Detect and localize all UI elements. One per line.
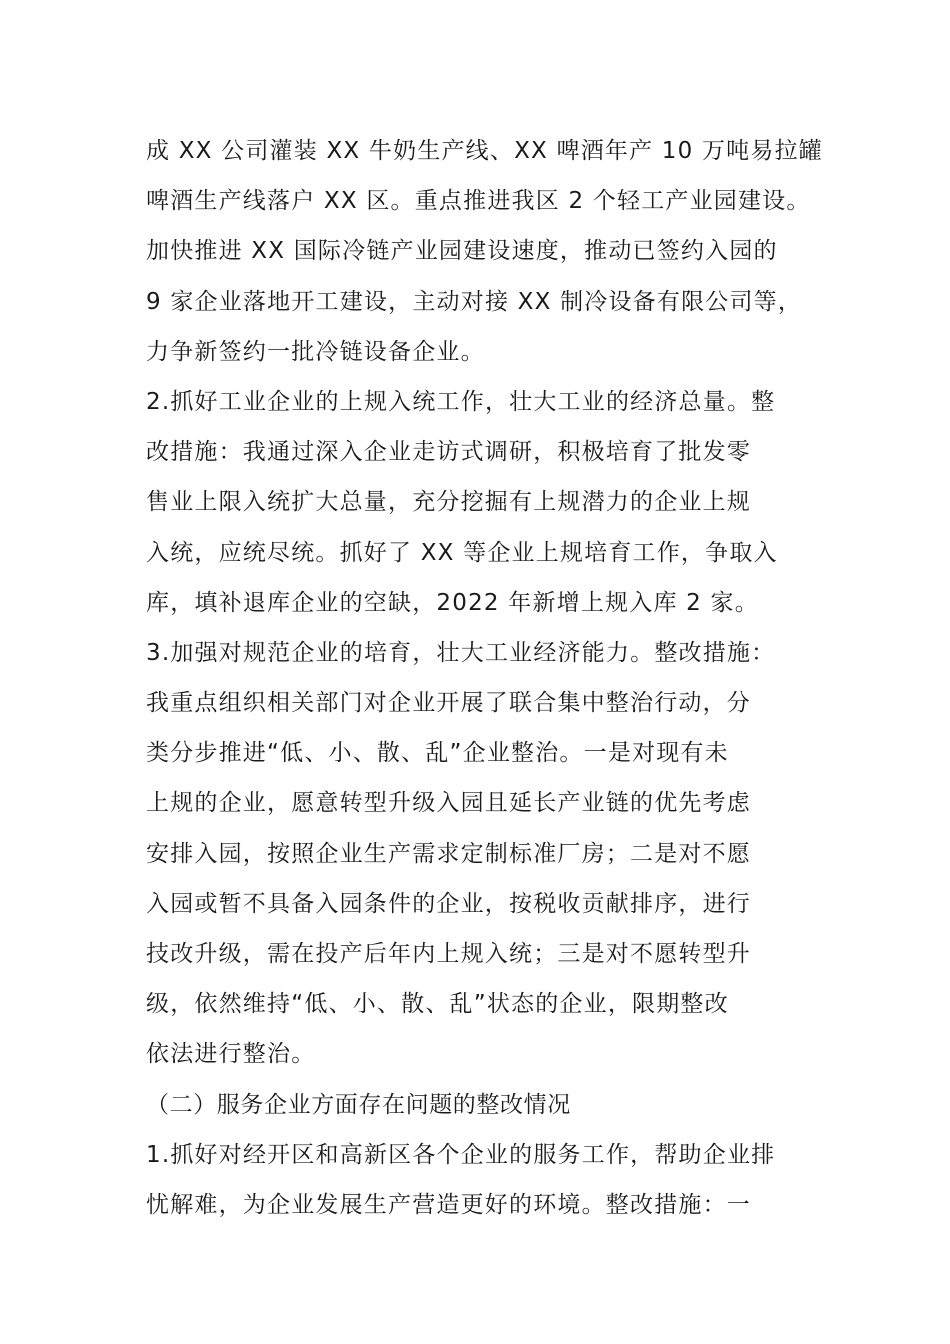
text-line: 我重点组织相关部门对企业开展了联合集中整治行动，分 [146, 690, 751, 717]
text-line: 成 XX 公司灌装 XX 牛奶生产线、XX 啤酒年产 10 万吨易拉罐 [146, 138, 823, 164]
text-line: 9 家企业落地开工建设，主动对接 XX 制冷设备有限公司等， [146, 288, 803, 315]
text-line: 售业上限入统扩大总量，充分挖掘有上规潜力的企业上规 [146, 489, 751, 516]
text-line: 类分步推进“低、小、散、乱”企业整治。一是对现有未 [146, 740, 729, 767]
text-line: 3.加强对规范企业的培育，壮大工业经济能力。整改措施： [146, 639, 776, 666]
text-line: 级，依然维持“低、小、散、乱”状态的企业，限期整改 [146, 991, 729, 1018]
text-line: 库，填补退库企业的空缺，2022 年新增上规入库 2 家。 [146, 589, 759, 616]
text-line: 力争新签约一批冷链设备企业。 [146, 338, 485, 365]
text-line: 安排入园，按照企业生产需求定制标准厂房；二是对不愿 [146, 840, 751, 867]
text-line: 加快推进 XX 国际冷链产业园建设速度，推动已签约入园的 [146, 238, 778, 265]
document-body [146, 126, 823, 1230]
text-line: 改措施：我通过深入企业走访式调研，积极培育了批发零 [146, 439, 751, 466]
section-heading: （二）服务企业方面存在问题的整改情况 [146, 1091, 571, 1118]
text-line: 入统，应统尽统。抓好了 XX 等企业上规培育工作，争取入 [146, 539, 778, 566]
text-line: 2.抓好工业企业的上规入统工作，壮大工业的经济总量。整 [146, 388, 776, 415]
text-line: 入园或暂不具备入园条件的企业，按税收贡献排序，进行 [146, 890, 751, 917]
text-line: 忧解难，为企业发展生产营造更好的环境。整改措施：一 [146, 1191, 751, 1218]
text-line: 1.抓好对经开区和高新区各个企业的服务工作，帮助企业排 [146, 1141, 776, 1168]
text-line: 技改升级，需在投产后年内上规入统；三是对不愿转型升 [146, 941, 751, 967]
text-line: 依法进行整治。 [146, 1041, 316, 1068]
text-line: 啤酒生产线落户 XX 区。重点推进我区 2 个轻工产业园建设。 [146, 188, 811, 215]
text-line: 上规的企业，愿意转型升级入园且延长产业链的优先考虑 [146, 790, 751, 817]
